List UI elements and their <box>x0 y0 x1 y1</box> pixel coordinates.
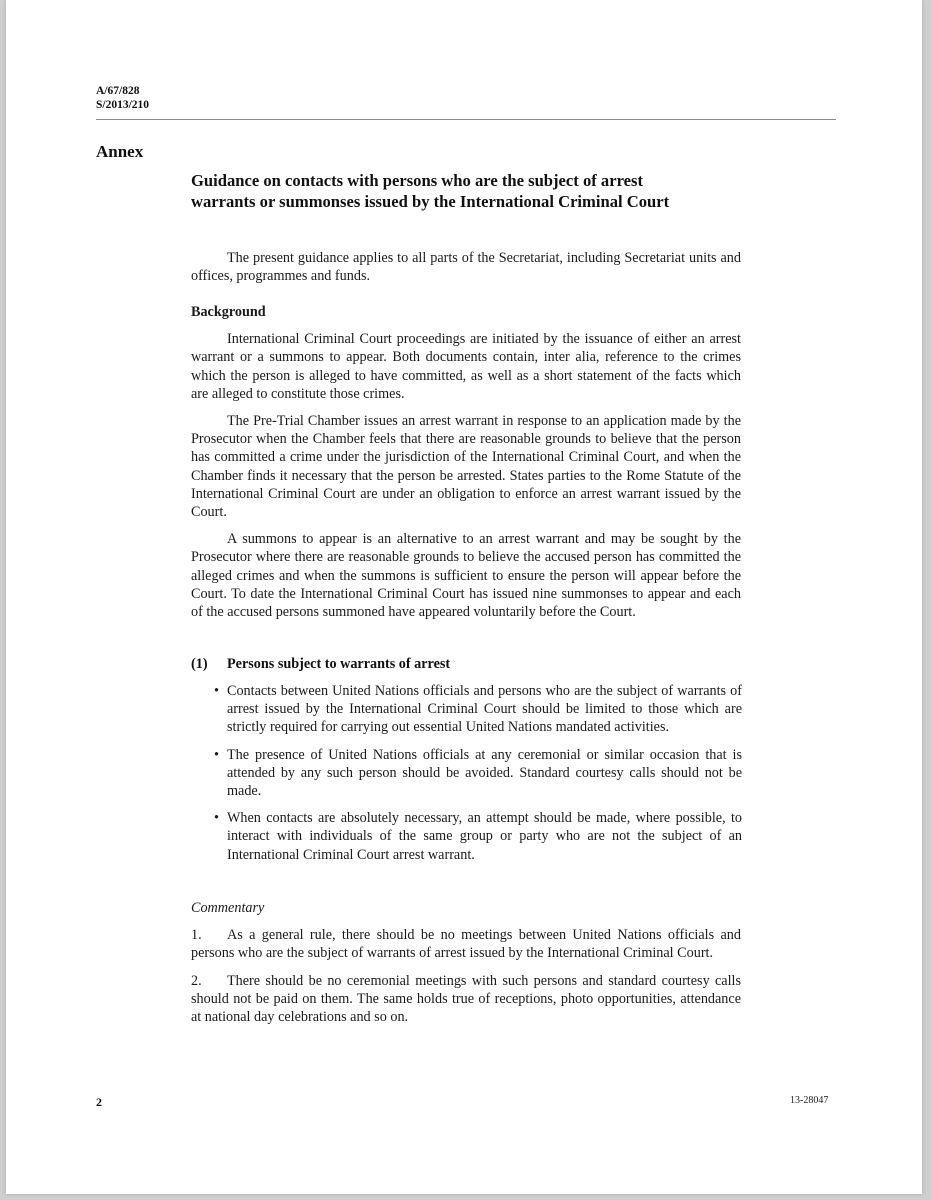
commentary-item <box>191 972 741 1027</box>
list-item <box>214 682 742 737</box>
section-1-bullets <box>214 682 742 873</box>
background-paragraph-3: A summons to appear is an alternative to an arrest warrant and may be sought by the Prosecutor where there are reasonable grounds to believe the accused person has committed the alleged crimes and when the summons is sufficient to ensure the person will appear before the Court. To date the International Criminal Court has issued nine summonses to appear and each of the accused persons summoned have appeared voluntarily before the Court. <box>191 531 741 621</box>
bullet-icon: • <box>214 746 219 763</box>
header-rule <box>96 119 836 120</box>
bullet-text: The presence of United Nations officials at any ceremonial or similar occasion that is attended by any such person should be avoided. Standard courtesy calls should not be made. <box>227 746 742 800</box>
document-symbol <box>96 84 149 112</box>
background-section <box>191 303 741 621</box>
commentary-item <box>191 926 741 962</box>
commentary-item-number: 2. <box>191 972 202 989</box>
commentary-item-number: 1. <box>191 927 202 944</box>
list-item <box>214 746 742 801</box>
background-paragraph-2: The Pre-Trial Chamber issues an arrest warrant in response to an application made by the Prosecutor when the Chamber feels that there are reasonable grounds to believe that the person has committed a crime under the jurisdiction of the International Criminal Court, and when the Chamber finds it necessary that the person be arrested. States parties to the Rome Statute of the International Criminal Court are under an obligation to enforce an arrest warrant issued by the Court. <box>191 413 741 521</box>
list-item <box>214 809 742 864</box>
document-title: Guidance on contacts with persons who are the subject of arrest warrants or summonses issued by the International Criminal Court <box>191 171 670 211</box>
background-heading: Background <box>191 304 266 320</box>
section-1-title: Persons subject to warrants of arrest <box>227 656 451 672</box>
section-1-heading <box>191 655 450 673</box>
commentary-item-text: As a general rule, there should be no meetings between United Nations officials and persons who are the subject of warrants of arrest issued by the International Criminal Court. <box>191 927 741 962</box>
bullet-icon: • <box>214 683 219 699</box>
commentary-heading: Commentary <box>191 900 265 916</box>
intro-paragraph: The present guidance applies to all parts of the Secretariat, including Secretariat units and offices, programmes and funds. <box>191 250 741 285</box>
bullet-text: Contacts between United Nations officials and persons who are the subject of warrants of arrest issued by the International Criminal Court should be limited to those which are strictly required for carrying out essential United Nations mandated activities. <box>227 683 742 736</box>
commentary-item-text: There should be no ceremonial meetings with such persons and standard courtesy calls should not be paid on them. The same holds true of receptions, photo opportunities, attendance at national day celebrations and so on. <box>191 972 741 1026</box>
symbol-general-assembly: A/67/828 <box>96 85 140 97</box>
background-paragraph-1: International Criminal Court proceedings are initiated by the issuance of either an arrest warrant or a summons to appear. Both documents contain, inter alia, reference to the crimes which the person is alleged to have committed, as well as a short statement of the facts which are alleged to constitute those crimes. <box>191 331 741 402</box>
section-1-number: (1) <box>191 656 208 672</box>
bullet-icon: • <box>214 810 219 827</box>
symbol-security-council: S/2013/210 <box>96 99 150 111</box>
commentary-section <box>191 899 741 1026</box>
job-number: 13-28047 <box>790 1095 829 1106</box>
page-number: 2 <box>96 1095 102 1109</box>
annex-label: Annex <box>96 142 144 161</box>
bullet-text: When contacts are absolutely necessary, an attempt should be made, where possible, to interact with individuals of the same group or party who are not the subject of an International Criminal Court arrest warrant. <box>227 810 742 863</box>
intro-block <box>191 249 741 285</box>
